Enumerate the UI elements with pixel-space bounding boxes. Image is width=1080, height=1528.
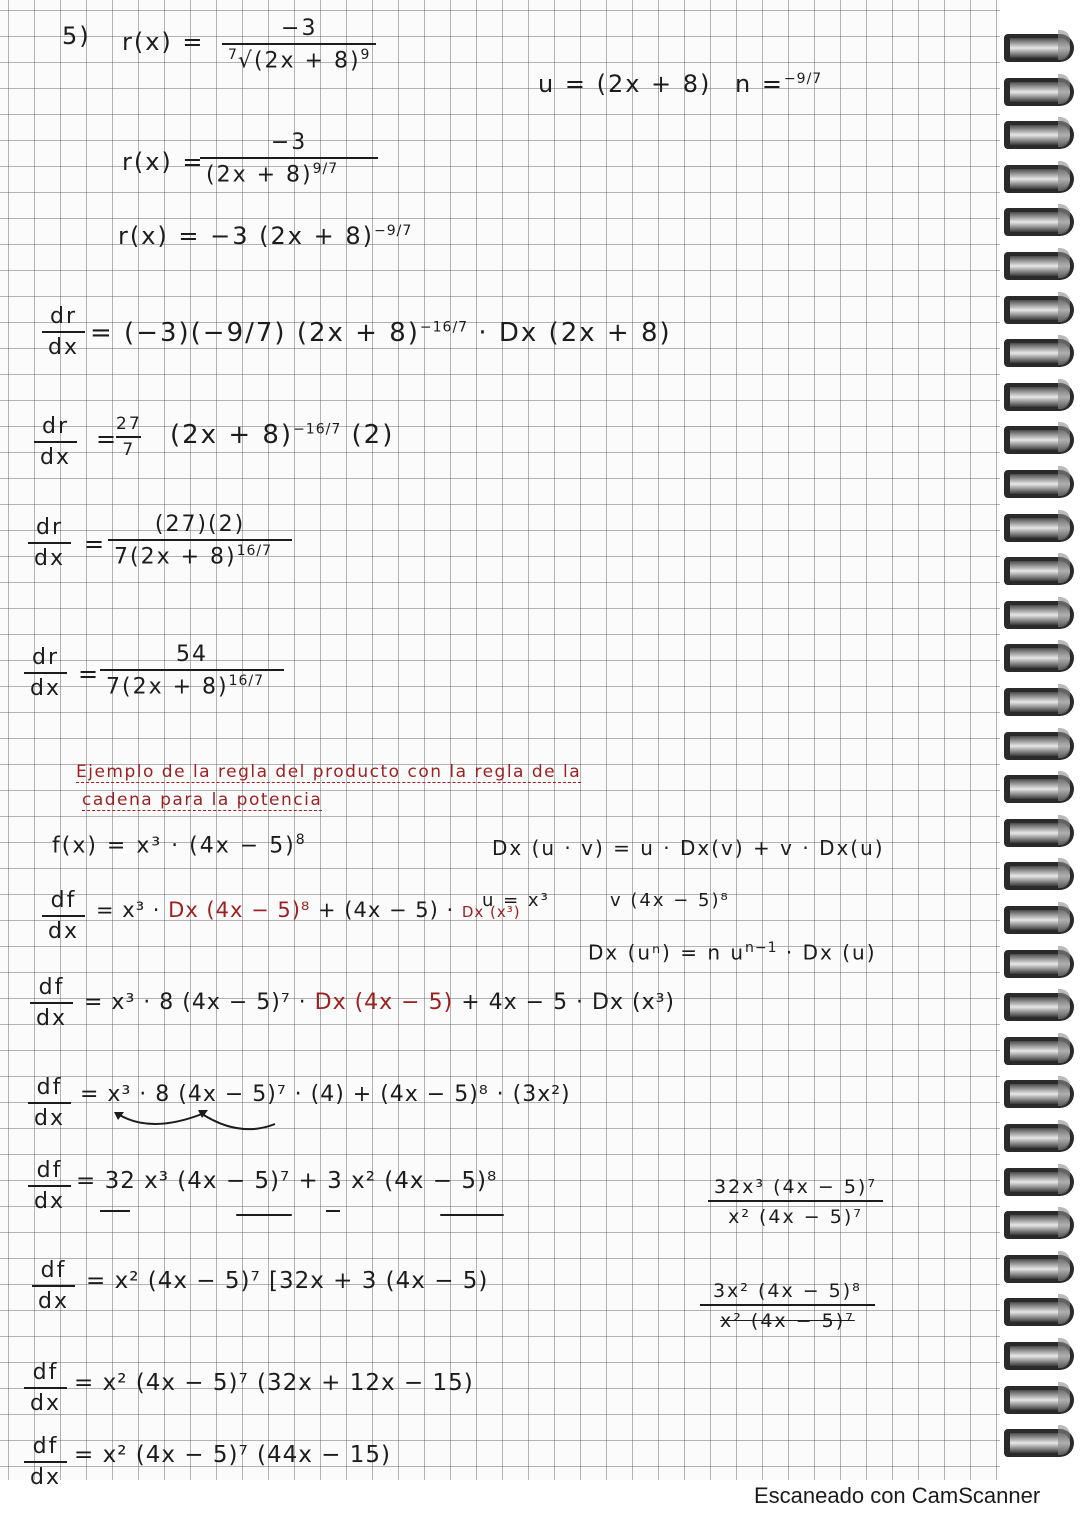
step3-lhs: $\frac{dr}{dx}$ xyxy=(28,515,71,571)
spiral-ring-icon xyxy=(1004,335,1070,365)
example-title-line1: Ejemplo de la regla del producto con la regla de la xyxy=(76,762,582,782)
graph-paper-page: 5) r(x) = $\frac{-3}{^7√(2x + 8)^9}$ u = (2x + 8) n =$^{-9/7}$ r(x) = $\frac{-3}{(2x + 8)^{9/7}}$ r(x) = −3 $(2x + 8)^{-9/7}$ $\frac{dr}{dx}$ = (−3)(−9/7) $(2x + 8)^{-16/7} \cdot Dx$ (2x + 8) $\frac{dr}{dx}$ = $\frac{27}{7}$ $(2x + 8)^{-16/7}$ (2) $\frac{dr}{dx}$ = $\frac{(27)(2)}{7(2x + 8)^{16/7}}$ $\frac{dr}{dx}$ = $\frac{54}{7(2x + 8)^{16/7}}$ Ejemplo de la regla del producto con la regla de la cadena para la potencia $f(x) = x^3 \cdot (4x - 5)^8$ Dx (u · v) = u · Dx(v) + v · Dx(u) $\frac{df}{dx}$ = x³ · Dx (4x − 5)⁸ + (4x − 5) · Dx (x³) u = x³ v (4x − 5)⁸ Dx (uⁿ) = n $u^{n-1} \cdot Dx$ (u) $\frac{df}{dx}$ = x³ · 8 (4x − 5)⁷ · Dx (4x − 5) + 4x − 5 · Dx (x³) $\frac{df}{dx}$ = x³ · 8 (4x − 5)⁷ · (4) + (4x − 5)⁸ · (3x²) $\frac{df}{dx}$ = 32 x³ (4x − 5)⁷ + 3 x² (4x − 5)⁸ $\frac{df}{dx}$ = x² (4x − 5)⁷ [32x + 3 (4x − 5) $\frac{\text{32x³ (4x − 5)⁷}}{\text{x² (4x − 5)⁷}}$ $\frac{\text{3x² (4x − 5)⁸}}{\text{x² (4x − 5)⁷}}$ $\frac{df}{dx}$ = x² (4x − 5)⁷ (32x + 12x − 15) $\frac{df}{dx}$ = x² (4x − 5)⁷ (44x − 15) xyxy=(0,0,1000,1480)
spiral-ring-icon xyxy=(1004,553,1070,583)
camscanner-watermark: Escaneado con CamScanner xyxy=(754,1483,1041,1508)
ex-step2-expression: = x³ · 8 (4x − 5)⁷ · Dx (4x − 5) + 4x − 5 · Dx (x³) xyxy=(84,990,676,1015)
spiral-ring-icon xyxy=(1004,684,1070,714)
spiral-ring-icon xyxy=(1004,1338,1070,1368)
spiral-ring-icon xyxy=(1004,1207,1070,1237)
spiral-ring-icon xyxy=(1004,292,1070,322)
spiral-ring-icon xyxy=(1004,1251,1070,1281)
spiral-ring-icon xyxy=(1004,989,1070,1019)
given-lhs: r(x) = xyxy=(122,28,205,56)
radicand-exponent: 9 xyxy=(360,47,371,63)
spiral-ring-icon xyxy=(1004,946,1070,976)
ex-step3-expression: = x³ · 8 (4x − 5)⁷ · (4) + (4x − 5)⁸ · (3x²) xyxy=(80,1082,571,1107)
spiral-ring-icon xyxy=(1004,204,1070,234)
spiral-ring-icon xyxy=(1004,379,1070,409)
rewrite1-fraction xyxy=(200,130,378,187)
step2-expression: $(2x + 8)^{-16/7}$ (2) xyxy=(170,420,395,450)
ex-step1-lhs: $\frac{df}{dx}$ xyxy=(42,888,85,944)
rewrite1-denominator: $(2x + 8)^{9/7}$ xyxy=(200,157,378,187)
spiral-ring-icon xyxy=(1004,815,1070,845)
power-rule: Dx (uⁿ) = n $u^{n-1} \cdot Dx$ (u) xyxy=(588,940,877,965)
ex-step3-lhs: $\frac{df}{dx}$ xyxy=(28,1075,71,1131)
given-denominator xyxy=(222,43,376,73)
example-function: $f(x) = x^3 \cdot (4x - 5)^8$ xyxy=(52,832,306,859)
spiral-ring-icon xyxy=(1004,117,1070,147)
ex-step6-expression: = x² (4x − 5)⁷ (32x + 12x − 15) xyxy=(74,1370,474,1396)
ex-step2-lhs: $\frac{df}{dx}$ xyxy=(30,975,73,1031)
notebook-spiral-binding xyxy=(1000,30,1080,1470)
step4-lhs: $\frac{dr}{dx}$ xyxy=(24,645,67,701)
side-fraction-1: $\frac{\text{32x³ (4x − 5)⁷}}{\text{x² (4x − 5)⁷}}$ xyxy=(708,1176,883,1228)
spiral-ring-icon xyxy=(1004,858,1070,888)
given-fraction xyxy=(222,16,376,73)
step2-coefficient: $\frac{27}{7}$ xyxy=(116,414,142,460)
spiral-ring-icon xyxy=(1004,422,1070,452)
u-definition: u = x³ xyxy=(482,890,550,911)
radicand: √(2x + 8) xyxy=(237,48,361,74)
v-definition: v (4x − 5)⁸ xyxy=(610,890,730,911)
example-title-line2: cadena para la potencia xyxy=(82,790,323,810)
n-label: n =$^{-9/7}$ xyxy=(735,70,823,98)
spiral-ring-icon xyxy=(1004,902,1070,932)
step1-lhs: $\frac{dr}{dx}$ xyxy=(42,304,85,360)
rewrite1-numerator: −3 xyxy=(270,130,308,155)
spiral-ring-icon xyxy=(1004,597,1070,627)
ex-step7-lhs: $\frac{df}{dx}$ xyxy=(24,1434,67,1464)
spiral-ring-icon xyxy=(1004,1033,1070,1063)
spiral-ring-icon xyxy=(1004,30,1070,60)
underline-mark xyxy=(326,1210,340,1212)
spiral-ring-icon xyxy=(1004,728,1070,758)
spiral-ring-icon xyxy=(1004,1382,1070,1412)
ex-step7-expression: = x² (4x − 5)⁷ (44x − 15) xyxy=(74,1442,391,1468)
rewrite1-lhs: r(x) = xyxy=(122,148,205,176)
spiral-ring-icon xyxy=(1004,510,1070,540)
ex-step5-lhs: $\frac{df}{dx}$ xyxy=(32,1258,75,1314)
spiral-ring-icon xyxy=(1004,1425,1070,1455)
spiral-ring-icon xyxy=(1004,1294,1070,1324)
distribution-arrows-icon xyxy=(110,1108,280,1138)
root-index: 7 xyxy=(228,47,238,63)
spiral-ring-icon xyxy=(1004,1076,1070,1106)
side-fraction-2: $\frac{\text{3x² (4x − 5)⁸}}{\text{x² (4x − 5)⁷}}$ xyxy=(700,1280,875,1332)
n-value: −9/7 xyxy=(783,71,823,87)
spiral-ring-icon xyxy=(1004,771,1070,801)
ex-step4-lhs: $\frac{df}{dx}$ xyxy=(28,1158,71,1214)
spiral-ring-icon xyxy=(1004,640,1070,670)
step3-fraction: $\frac{(27)(2)}{7(2x + 8)^{16/7}}$ xyxy=(108,512,292,569)
wavy-underline-mark xyxy=(440,1214,504,1216)
step1-expression: = (−3)(−9/7) $(2x + 8)^{-16/7} \cdot Dx$ (2x + 8) xyxy=(90,318,672,348)
given-numerator: −3 xyxy=(281,16,318,41)
spiral-ring-icon xyxy=(1004,161,1070,191)
step2-lhs: $\frac{dr}{dx}$ xyxy=(34,414,77,470)
underline-mark xyxy=(100,1210,130,1212)
product-rule: Dx (u · v) = u · Dx(v) + v · Dx(u) xyxy=(492,836,885,860)
ex-step5-expression: = x² (4x − 5)⁷ [32x + 3 (4x − 5) xyxy=(86,1268,489,1294)
problem-number: 5) xyxy=(62,22,91,50)
spiral-ring-icon xyxy=(1004,1164,1070,1194)
ex-step4-expression: = 32 x³ (4x − 5)⁷ + 3 x² (4x − 5)⁸ xyxy=(76,1168,498,1194)
ex-step1-expression: = x³ · Dx (4x − 5)⁸ + (4x − 5) · Dx (x³) xyxy=(96,898,521,922)
spiral-ring-icon xyxy=(1004,466,1070,496)
ex-step6-lhs: $\frac{df}{dx}$ xyxy=(24,1360,67,1416)
spiral-ring-icon xyxy=(1004,1120,1070,1150)
u-substitution: u = (2x + 8) xyxy=(538,70,712,98)
spiral-ring-icon xyxy=(1004,74,1070,104)
spiral-ring-icon xyxy=(1004,248,1070,278)
rewrite2: r(x) = −3 $(2x + 8)^{-9/7}$ xyxy=(118,222,413,250)
wavy-underline-mark xyxy=(236,1214,292,1216)
step4-fraction: $\frac{54}{7(2x + 8)^{16/7}}$ xyxy=(100,642,284,699)
